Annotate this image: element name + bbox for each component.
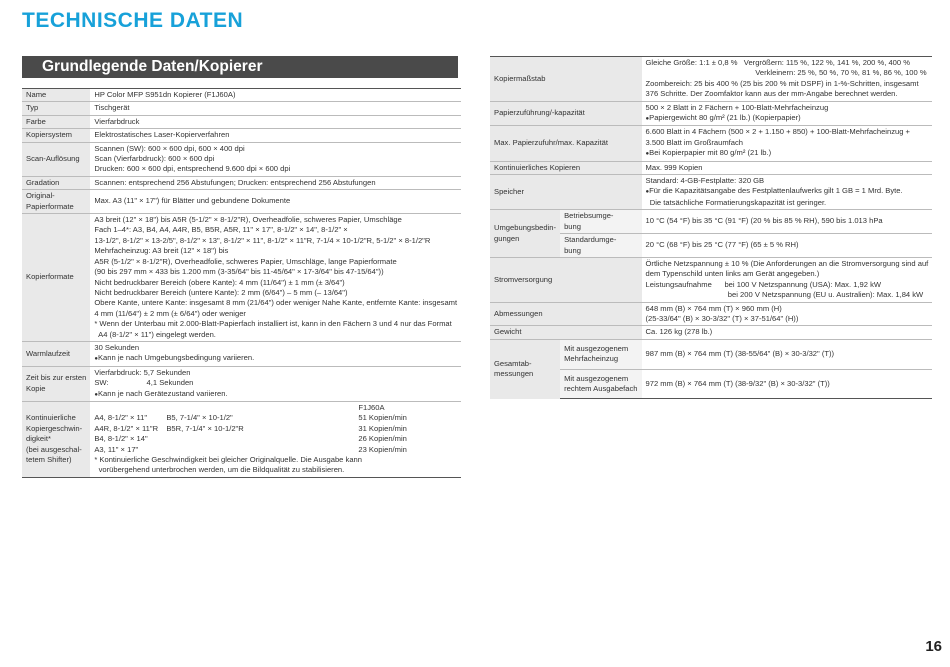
bullet-note: ● Kann je nach Umgebungsbedingung variieren.	[94, 353, 457, 364]
label-line: bung	[564, 245, 581, 255]
table-row	[490, 161, 932, 174]
table-row	[490, 57, 932, 102]
value-line: (90 bis 297 mm × 433 bis 1.200 mm (3-35/64" bis 11-45/64" × 17-3/64" bis 47-15/64"))	[94, 267, 384, 277]
value-line: 51 Kopien/min	[358, 413, 407, 423]
footnote: vorübergehend unterbrochen werden, um die Bildqualität zu stabilisieren.	[94, 465, 345, 475]
row-label: Speicher	[490, 175, 642, 210]
table-row	[22, 115, 461, 128]
label-line: tetem Shifter)	[26, 455, 72, 464]
row-label: Typ	[22, 102, 90, 115]
label-line: Mit ausgezogenem	[564, 343, 629, 353]
row-value	[90, 214, 461, 342]
row-label: Kontinuierliches Kopieren	[490, 161, 642, 174]
row-label: Farbe	[22, 115, 90, 128]
table-row	[22, 176, 461, 189]
row-label	[22, 401, 90, 477]
label-line: gungen	[494, 233, 520, 243]
value-line: A4, 8-1/2" × 11"	[94, 413, 148, 423]
row-value	[90, 401, 461, 477]
value-line: * Wenn der Unterbau mit 2.000-Blatt-Papierfach installiert ist, kann in den Fächern 3 und 4 nur das Format	[94, 319, 452, 329]
table-row	[490, 126, 932, 161]
bullet-note: ● Kann je nach Gerätezustand variieren.	[94, 389, 457, 400]
label-line: Standardumge-	[564, 235, 617, 245]
value-line: Nicht bedruckbarer Bereich (untere Kante): 2 mm (6/64") – 5 mm (– 13/64")	[94, 287, 348, 297]
value-line: A4R, 8-1/2" × 11"R	[94, 423, 159, 433]
table-row	[490, 175, 932, 210]
value-line: dem Typenschild unten links am Gerät angegeben.)	[645, 269, 820, 279]
bullet-note: ● Für die Kapazitätsangabe des Festplattenlaufwerks gilt 1 GB = 1 Mrd. Byte.	[646, 186, 929, 197]
row-label: Warmlaufzeit	[22, 341, 90, 366]
label-line: Mit ausgezogenem	[564, 373, 629, 383]
row-value	[642, 175, 933, 210]
value-line: 648 mm (B) × 764 mm (T) × 960 mm (H)	[645, 303, 782, 313]
label-line: Zeit bis zur ersten	[26, 373, 87, 383]
label-line: Papierformate	[26, 201, 74, 211]
table-row	[22, 129, 461, 142]
value-line: A5R (5-1/2" × 8-1/2"R), Overheadfolie, schweres Papier, Umschläge, lange Papierformate	[94, 256, 397, 266]
value-line: 500 × 2 Blatt in 2 Fächern + 100-Blatt-Mehrfacheinzug	[645, 102, 829, 112]
value-line: Scannen (SW): 600 × 600 dpi, 600 × 400 dpi	[94, 143, 245, 153]
value-line: A3, 11" × 17"	[94, 444, 139, 454]
value-line: A3 breit (12" × 18") bis A5R (5-1/2" × 8-1/2"R), Overheadfolie, schweres Papier, Umschläge	[94, 215, 402, 225]
table-row	[22, 214, 461, 342]
row-label: Stromversorgung	[490, 257, 642, 302]
value-line: B5R, 7-1/4" × 10-1/2"R	[166, 423, 244, 433]
value-line: Nicht bedruckbarer Bereich (obere Kante): 4 mm (11/64") ± 1 mm (± 3/64")	[94, 277, 345, 287]
row-label	[22, 190, 90, 214]
value-line: 6.600 Blatt in 4 Fächern (500 × 2 + 1.150 + 850) + 100-Blatt-Mehrfacheinzug +	[645, 127, 910, 137]
label-line: Umgebungsbedin-	[494, 223, 557, 233]
label-line: rechtem Ausgabefach	[564, 383, 638, 393]
row-label: Gewicht	[490, 326, 642, 339]
sub-label	[560, 369, 641, 399]
row-value	[90, 341, 461, 366]
row-label: Kopiermaßstab	[490, 57, 642, 102]
sub-label	[560, 234, 641, 258]
row-value	[90, 366, 461, 401]
table-row	[22, 89, 461, 102]
value-line: B5, 7-1/4" × 10-1/2"	[166, 413, 233, 423]
row-value	[642, 126, 933, 161]
value-line: Obere Kante, untere Kante: insgesamt 8 mm (21/64") oder weniger Nahe Kante, entfernte Kante: insgesamt	[94, 298, 458, 308]
value-line: Leistungsaufnahme bei 100 V Netzspannung (USA): Max. 1,92 kW	[645, 279, 882, 289]
table-row	[490, 302, 932, 326]
row-value	[90, 142, 461, 176]
label-line: Kopie	[26, 383, 46, 393]
value-line: Verkleinern: 25 %, 50 %, 70 %, 81 %, 86 %, 100 %	[645, 68, 927, 78]
row-value: Ca. 126 kg (278 lb.)	[642, 326, 933, 339]
row-value	[642, 57, 933, 102]
value-line: Örtliche Netzspannung ± 10 % (Die Anforderungen an die Stromversorgung sind auf	[645, 258, 929, 268]
row-value	[642, 257, 933, 302]
row-value: HP Color MFP S951dn Kopierer (F1J60A)	[90, 89, 461, 102]
table-row	[22, 366, 461, 401]
value-line: 3.500 Blatt im Großraumfach	[645, 137, 744, 147]
label-line: Mehrfacheinzug	[564, 354, 619, 364]
model-label: F1J60A	[358, 402, 385, 412]
sub-label	[560, 210, 641, 234]
label-line: Original-	[26, 191, 55, 201]
value-line: A4 (8-1/2" × 11") eingelegt werden.	[94, 329, 216, 339]
row-label: Max. Papierzufuhr/max. Kapazität	[490, 126, 642, 161]
value-line: Scan (Vierfarbdruck): 600 × 600 dpi	[94, 154, 215, 164]
spec-table-right	[490, 56, 932, 399]
row-value: Elektrostatisches Laser-Kopierverfahren	[90, 129, 461, 142]
table-row	[490, 326, 932, 339]
value-line: (25-33/64" (B) × 30-3/32" (T) × 37-51/64" (H))	[645, 313, 799, 323]
label-line: bung	[564, 221, 581, 231]
value-line: Die tatsächliche Formatierungskapazität ist geringer.	[645, 197, 827, 207]
page-title: TECHNISCHE DATEN	[22, 9, 244, 32]
table-row	[490, 210, 932, 234]
label-line: Gesamtab-	[494, 358, 532, 368]
spec-table-left	[22, 88, 461, 478]
table-row	[22, 102, 461, 115]
sub-label	[560, 339, 641, 369]
row-value	[642, 302, 933, 326]
row-label: Papierzuführung/-kapazität	[490, 101, 642, 126]
value-line: 23 Kopien/min	[358, 444, 407, 454]
table-row	[22, 341, 461, 366]
value-line: Drucken: 600 × 600 dpi, entsprechend 9.600 dpi × 600 dpi	[94, 164, 291, 174]
speed-col-1	[94, 403, 166, 455]
table-row	[22, 142, 461, 176]
row-label	[490, 339, 560, 399]
row-label: Scan-Auflösung	[22, 142, 90, 176]
value-line: SW: 4,1 Sekunden	[94, 378, 194, 388]
value-line: bei 200 V Netzspannung (EU u. Australien): Max. 1,84 kW	[645, 290, 924, 300]
label-line: Kontinuierliche	[26, 413, 76, 423]
speed-col-2	[166, 403, 358, 455]
row-value: 987 mm (B) × 764 mm (T) (38-55/64" (B) × 30-3/32" (T))	[642, 339, 933, 369]
value-line: Vierfarbdruck: 5,7 Sekunden	[94, 367, 191, 377]
value-line: Zoombereich: 25 bis 400 % (25 bis 200 % mit DSPF) in 1-%-Schritten, insgesamt	[645, 78, 919, 88]
bullet-note: ● Bei Kopierpapier mit 80 g/m² (21 lb.)	[646, 148, 929, 159]
table-row	[22, 190, 461, 214]
label-line: Betriebsumge-	[564, 211, 614, 221]
row-label: Gradation	[22, 176, 90, 189]
table-row	[490, 339, 932, 369]
label-line: (bei ausgeschal-	[26, 444, 82, 454]
label-line: Kopiergeschwin-	[26, 423, 83, 433]
row-label	[22, 366, 90, 401]
speed-col-3	[358, 403, 407, 455]
row-label: Name	[22, 89, 90, 102]
speed-grid	[94, 403, 457, 455]
row-value: 10 °C (54 °F) bis 35 °C (91 °F) (20 % bis 85 % RH), 590 bis 1.013 hPa	[642, 210, 933, 234]
row-value: Max. 999 Kopien	[642, 161, 933, 174]
table-row	[22, 401, 461, 477]
row-label	[490, 210, 560, 258]
value-line: 26 Kopien/min	[358, 434, 407, 444]
label-line: messungen	[494, 369, 534, 379]
value-line: Fach 1–4*: A3, B4, A4, A4R, B5, B5R, A5R, 11" × 17", 8-1/2" × 14", 8-1/2" ×	[94, 225, 348, 235]
bullet-note: ● Papiergewicht 80 g/m² (21 lb.) (Kopierpapier)	[646, 113, 929, 124]
section-header: Grundlegende Daten/Kopierer	[22, 56, 458, 78]
row-value: Tischgerät	[90, 102, 461, 115]
row-label: Kopiersystem	[22, 129, 90, 142]
row-label: Abmessungen	[490, 302, 642, 326]
row-value	[642, 101, 933, 126]
value-line: 31 Kopien/min	[358, 423, 407, 433]
label-line: digkeit*	[26, 434, 51, 444]
row-label: Kopierformate	[22, 214, 90, 342]
footnote: * Kontinuierliche Geschwindigkeit bei gleicher Originalquelle. Die Ausgabe kann	[94, 455, 362, 464]
value-line: Mehrfacheinzug: A3 breit (12" × 18") bis	[94, 246, 229, 256]
value-line: 13-1/2", 8-1/2" × 13-2/5", 8-1/2" × 13", 8-1/2" × 11", 8-1/2" × 11"R, 7-1/4 × 10-1/2"R, 5-1/2" × 8-1/2"R	[94, 235, 431, 245]
table-row	[490, 101, 932, 126]
value-line: 30 Sekunden	[94, 342, 140, 352]
value-line: B4, 8-1/2" × 14"	[94, 434, 148, 444]
page-number: 16	[925, 638, 942, 655]
row-value: 20 °C (68 °F) bis 25 °C (77 °F) (65 ± 5 % RH)	[642, 234, 933, 258]
row-value: 972 mm (B) × 764 mm (T) (38-9/32" (B) × 30-3/32" (T))	[642, 369, 933, 399]
value-line: Standard: 4-GB-Festplatte: 320 GB	[645, 176, 765, 186]
table-row	[490, 257, 932, 302]
row-value: Max. A3 (11" × 17") für Blätter und gebundene Dokumente	[90, 190, 461, 214]
value-line: 4 mm (11/64") ± 2 mm (± 6/64") oder weniger	[94, 308, 246, 318]
row-value: Vierfarbdruck	[90, 115, 461, 128]
row-value: Scannen: entsprechend 256 Abstufungen; Drucken: entsprechend 256 Abstufungen	[90, 176, 461, 189]
value-line: 376 Schritte. Der Zoomfaktor kann aus der mm-Angabe berechnet werden.	[645, 89, 898, 99]
value-line: Gleiche Größe: 1:1 ± 0,8 % Vergrößern: 115 %, 122 %, 141 %, 200 %, 400 %	[645, 58, 910, 67]
